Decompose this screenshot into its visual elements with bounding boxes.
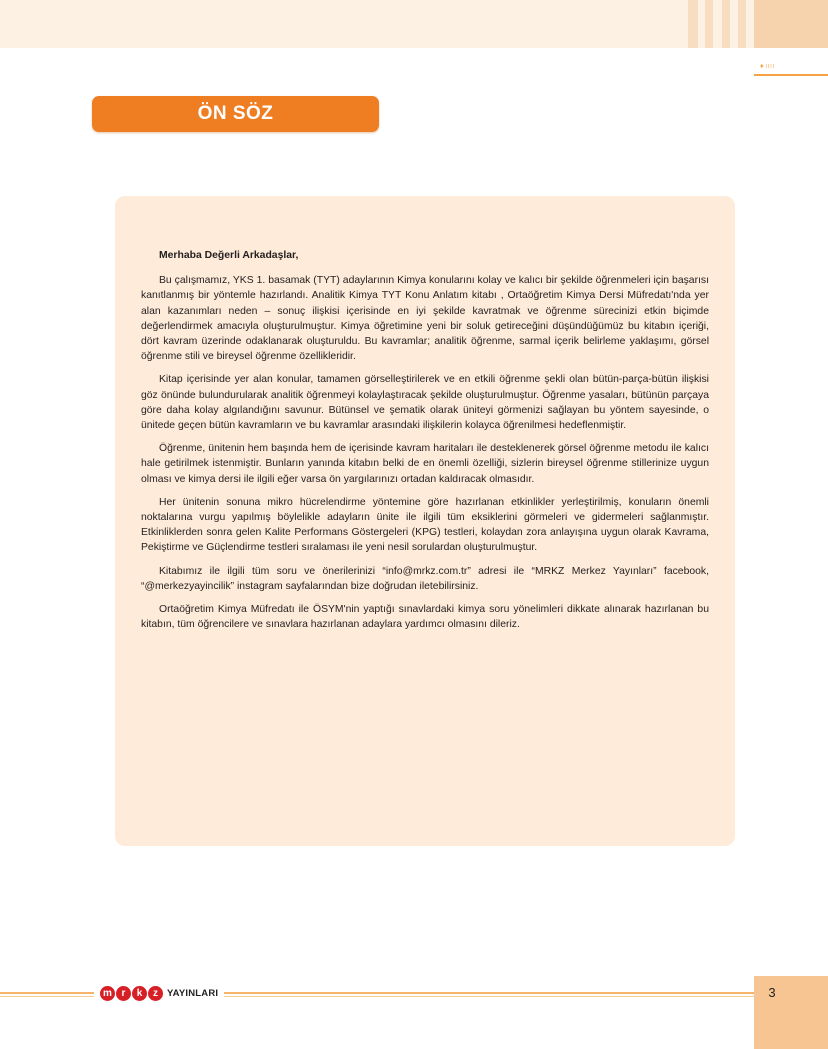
page-title: ÖN SÖZ (92, 96, 379, 132)
foreword-text (141, 248, 709, 640)
greeting: Merhaba Değerli Arkadaşlar, (159, 250, 299, 261)
publisher-logo (94, 984, 224, 1002)
top-stripe (738, 0, 746, 48)
paragraph: Öğrenme, ünitenin hem başında hem de içerisinde kavram haritaları ile desteklenerek görsel öğrenme metodu ile kalıcı hale getirilmek istenmiştir. Bunların yanında kitabın belki de en önemli özelliği, sizlerin bireysel öğrenme stillerinize uygun olması ve kimya dersi ile ilgili eğer varsa ön yargılarınızı ortadan kaldıracak olmasıdır. (141, 443, 709, 485)
paragraph: Bu çalışmamız, YKS 1. basamak (TYT) adaylarının Kimya konularını kolay ve kalıcı bir şekilde öğrenmeleri için başarısı kanıtlanmış bir yöntemle hazırlandı. Analitik Kimya TYT Konu Anlatım kitabı , Ortaöğretim Kimya Dersi Müfredatı'nda yer alan kazanımları neden – sonuç ilişkisi içerisinde en iyi şekilde kavratmak ve öğrenme sürecinizi etkin biçimde değerlendirmek amacıyla oluşturulmuştur. Kimya öğretimine yeni bir soluk getireceğini düşündüğümüz bu kitabın içeriği, dört kavram üzerinde odaklanarak oluşturuldu. Bu kavramlar; analitik öğrenme, sarmal içerik belirleme yaklaşımı, görsel öğrenme stili ve bireysel öğrenme özellikleridir. (141, 275, 709, 363)
paragraph: Ortaöğretim Kimya Müfredatı ile ÖSYM'nin yaptığı sınavlardaki kimya soru yönelimleri dikkate alınarak hazırlanan bu kitabın, tüm öğrencilere ve sınavlara hazırlanan adaylara yardımcı olmasını dileriz. (141, 604, 709, 631)
logo-word: YAYINLARI (167, 987, 219, 999)
top-stripe (722, 0, 730, 48)
logo-letter: m (100, 986, 115, 1001)
paragraph: Her ünitenin sonuna mikro hücrelendirme yöntemine göre hazırlanan etkinlikler yerleştirilmiş, konuların önemli noktalarına vurgu yapılmış böylelikle adayların ünite ile ilgili tüm eksiklerini görmeleri ve gidermeleri sağlanmıştır. Etkinliklerden sonra gelen Kalite Performans Göstergeleri (KPG) testleri, kolaydan zora anlayışına uygun olarak Kavrama, Pekiştirme ve Güçlendirme testleri sıralaması ile yeni nesil sorulardan oluşturulmuştur. (141, 496, 709, 554)
corner-tab (754, 59, 828, 76)
top-stripe (705, 0, 713, 48)
paragraph: Kitabımız ile ilgili tüm soru ve önerilerinizi “info@mrkz.com.tr” adresi ile “MRKZ Merkez Yayınları” facebook, “@merkezyayincilik” instagram sayfalarından bize doğrudan iletebilirsiniz. (141, 565, 709, 592)
top-corner-block (754, 0, 828, 48)
page-number: 3 (768, 985, 776, 1000)
logo-letter: k (132, 986, 147, 1001)
top-decorative-band (0, 0, 828, 48)
logo-letter: r (116, 986, 131, 1001)
corner-tab-mark: ♦ (760, 63, 764, 70)
logo-letter: z (148, 986, 163, 1001)
top-stripe (688, 0, 698, 48)
paragraph: Kitap içerisinde yer alan konular, tamamen görselleştirilerek ve en etkili öğrenme şekli olan bütün-parça-bütün ilişkisi göz önünde bulundurularak analitik öğrenmeyi kolaylaştıracak şekilde oluşturulmuştur. Öğrenme yasaları, bütünün parçaya göre daha kolay algılandığını savunur. Bütünsel ve şematik olarak üniteyi görmenizi sağlayan bu yöntem sayesinde, o ünitede geçen bütün kavramların ve bu kavramlar arasındaki ilişkilerin kolayca öğrenilmesi hedeflenmiştir. (141, 374, 709, 432)
corner-tab-text: IIII (765, 64, 776, 70)
